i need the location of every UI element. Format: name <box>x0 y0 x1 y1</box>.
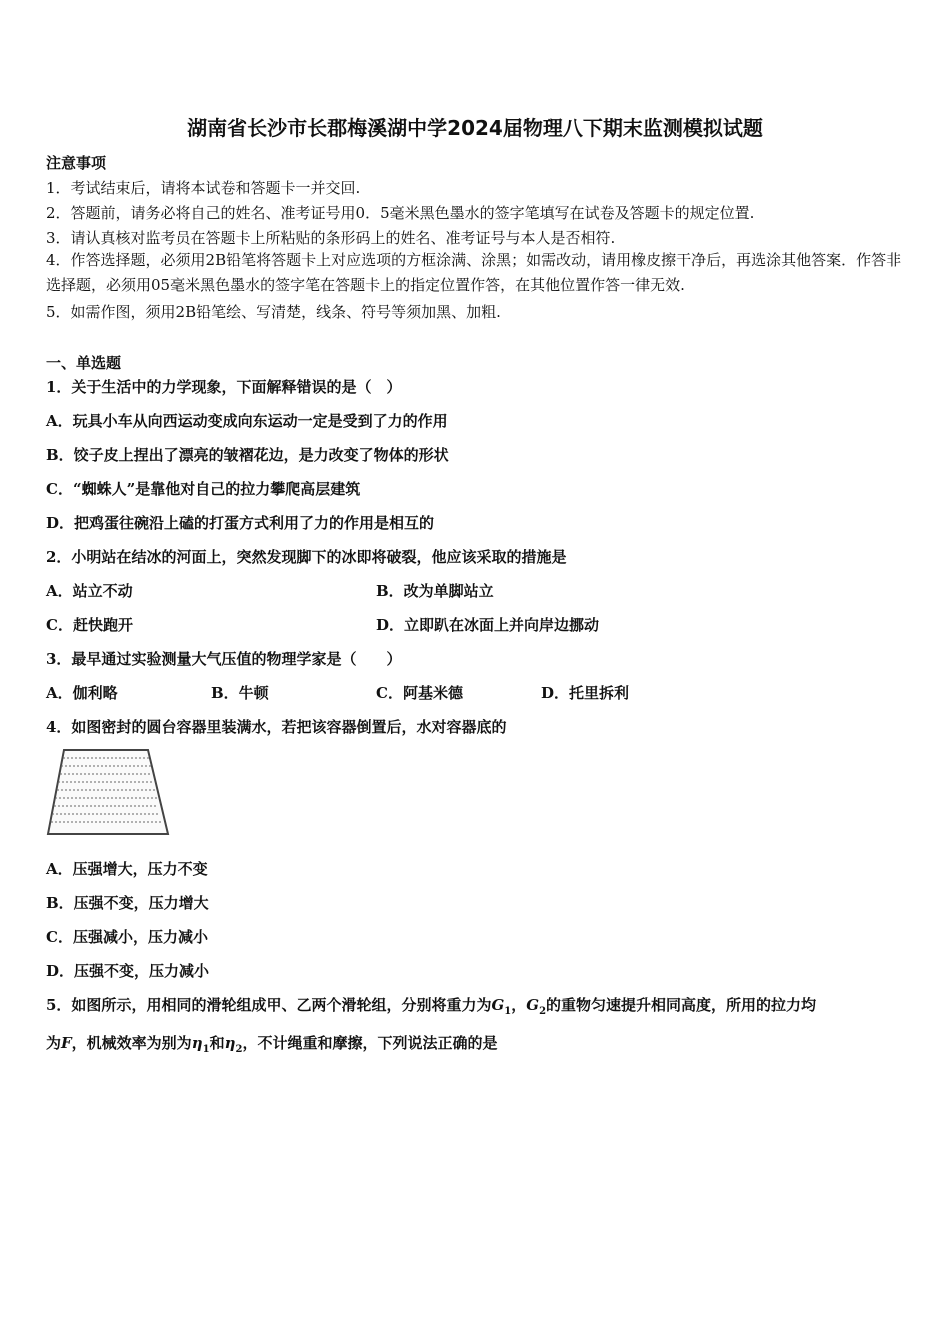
var-eta: η <box>191 1034 203 1052</box>
question-2-option-c: C．赶快跑开 <box>46 616 133 634</box>
notice-item: 4．作答选择题，必须用2B铅笔将答题卡上对应选项的方框涂满、涂黑；如需改动，请用橡皮擦干净后，再选涂其他答案．作答非选择题，必须用05毫米黑色墨水的签字笔在答题卡上的指定位置作答，在其他位置作答一律无效. <box>46 251 902 294</box>
truncated-cone-container-figure <box>44 746 172 838</box>
question-3-option-a: A．伽利略 <box>46 684 118 702</box>
question-2-stem: 2．小明站在结冰的河面上，突然发现脚下的冰即将破裂，他应该采取的措施是 <box>46 548 567 566</box>
question-1-stem: 1．关于生活中的力学现象，下面解释错误的是（ ） <box>46 378 402 396</box>
var-g: G <box>526 996 540 1014</box>
question-3-stem: 3．最早通过实验测量大气压值的物理学家是（ ） <box>46 650 402 668</box>
question-4-option-a: A．压强增大，压力不变 <box>46 860 208 878</box>
question-4-option-b: B．压强不变，压力增大 <box>46 894 209 912</box>
question-5-stem-line-2: 为F，机械效率为别为$\eta_1$和$\eta_2$，不计绳重和摩擦，下列说法正确的是 <box>46 1034 498 1055</box>
question-2-option-a: A．站立不动 <box>46 582 133 600</box>
question-2-option-d: D．立即趴在冰面上并向岸边挪动 <box>376 616 600 634</box>
question-5-stem-line-1: 5．如图所示，用相同的滑轮组成甲、乙两个滑轮组，分别将重力为$G_1$，$G_2$的重物匀速提升相同高度，所用的拉力均 <box>46 996 817 1017</box>
question-3-option-b: B．牛顿 <box>211 684 269 702</box>
question-4-option-c: C．压强减小，压力减小 <box>46 928 208 946</box>
question-4-option-d: D．压强不变，压力减小 <box>46 962 210 980</box>
question-1-option-c: C．“蜘蛛人”是靠他对自己的拉力攀爬高层建筑 <box>46 480 361 498</box>
container-outline <box>48 750 168 834</box>
var-g: G <box>491 996 505 1014</box>
section-heading: 一、单选题 <box>46 354 122 372</box>
notice-item: 5．如需作图，须用2B铅笔绘、写清楚，线条、符号等须加黑、加粗. <box>46 303 501 321</box>
question-3-option-c: C．阿基米德 <box>376 684 463 702</box>
question-1-option-a: A．玩具小车从向西运动变成向东运动一定是受到了力的作用 <box>46 412 448 430</box>
question-1-option-d: D．把鸡蛋往碗沿上磕的打蛋方式利用了力的作用是相互的 <box>46 514 435 532</box>
var-f: F <box>61 1034 72 1052</box>
exam-title: 湖南省长沙市长郡梅溪湖中学2024届物理八下期末监测模拟试题 <box>187 116 763 140</box>
question-3-option-d: D．托里拆利 <box>541 684 630 702</box>
notice-heading: 注意事项 <box>46 154 107 172</box>
question-2-option-b: B．改为单脚站立 <box>376 582 494 600</box>
notice-item: 2．答题前，请务必将自己的姓名、准考证号用0．5毫米黑色墨水的签字笔填写在试卷及答题卡的规定位置. <box>46 204 755 222</box>
question-4-stem: 4．如图密封的圆台容器里装满水，若把该容器倒置后，水对容器底的 <box>46 718 507 736</box>
var-eta: η <box>224 1034 236 1052</box>
notice-item: 1．考试结束后，请将本试卷和答题卡一并交回. <box>46 179 361 197</box>
question-1-option-b: B．饺子皮上捏出了漂亮的皱褶花边，是力改变了物体的形状 <box>46 446 449 464</box>
notice-item: 3．请认真核对监考员在答题卡上所粘贴的条形码上的姓名、准考证号与本人是否相符. <box>46 229 616 247</box>
